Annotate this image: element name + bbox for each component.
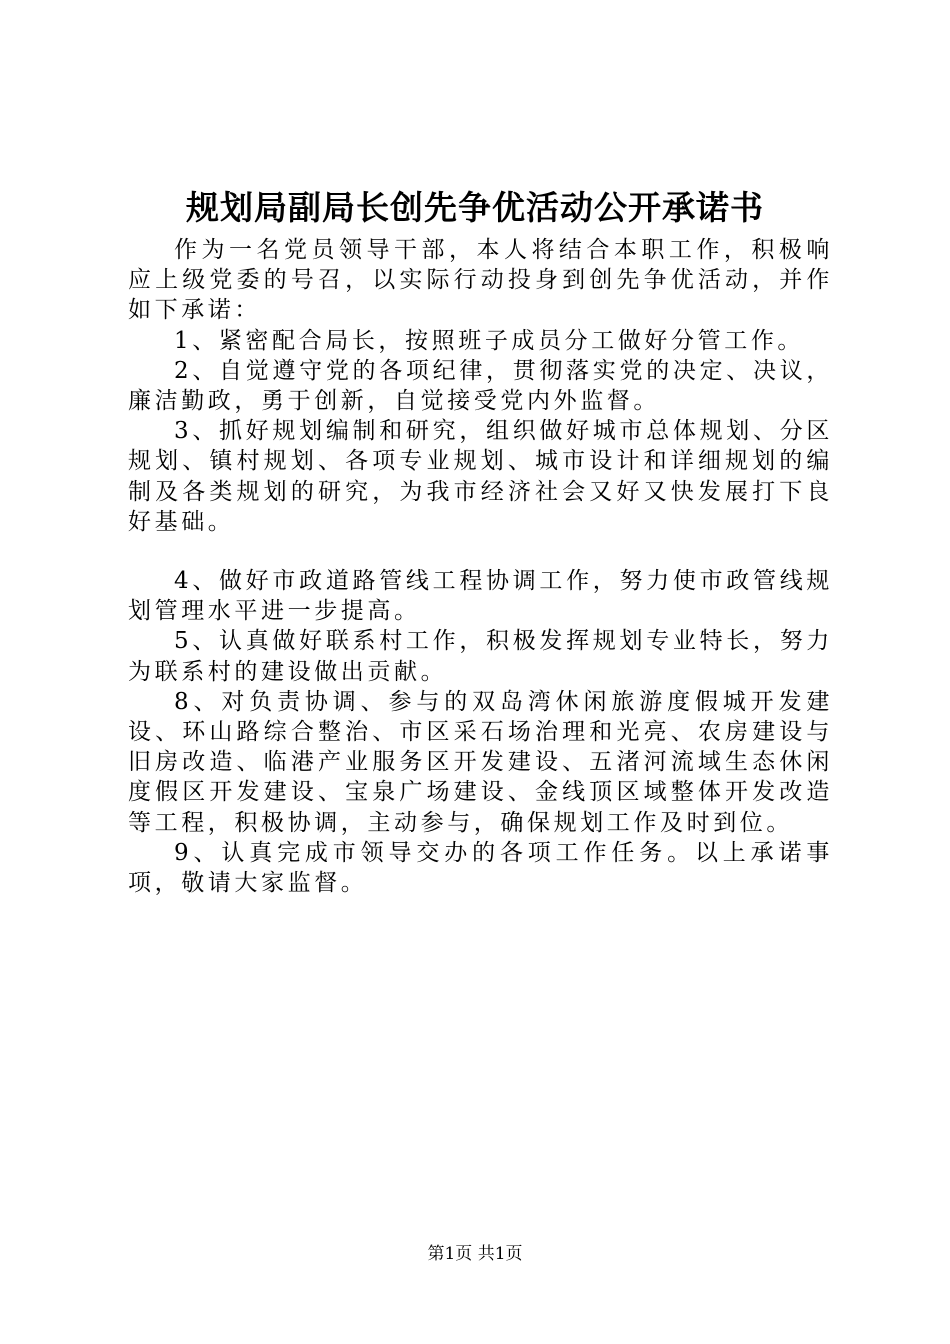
page-number-footer: 第1页 共1页 <box>427 1244 523 1264</box>
document-body <box>128 235 833 898</box>
commitment-item-3: 3、抓好规划编制和研究，组织做好城市总体规划、分区规划、镇村规划、各项专业规划、城市设计和详细规划的编制及各类规划的研究，为我市经济社会又好又快发展打下良好基础。 <box>128 418 833 535</box>
document-title: 规划局副局长创先争优活动公开承诺书 <box>186 188 764 227</box>
commitment-item-9: 9、认真完成市领导交办的各项工作任务。以上承诺事项，敬请大家监督。 <box>128 839 833 897</box>
commitment-item-5: 5、认真做好联系村工作，积极发挥规划专业特长，努力为联系村的建设做出贡献。 <box>128 628 833 685</box>
commitment-item-2: 2、自觉遵守党的各项纪律，贯彻落实党的决定、决议，廉洁勤政，勇于创新，自觉接受党内外监督。 <box>128 357 833 415</box>
commitment-item-1: 1、紧密配合局长，按照班子成员分工做好分管工作。 <box>174 327 805 354</box>
intro-paragraph: 作为一名党员领导干部，本人将结合本职工作，积极响应上级党委的号召，以实际行动投身到创先争优活动，并作如下承诺： <box>128 237 833 324</box>
commitment-item-8: 8、对负责协调、参与的双岛湾休闲旅游度假城开发建设、环山路综合整治、市区采石场治理和光亮、农房建设与旧房改造、临港产业服务区开发建设、五渚河流域生态休闲度假区开发建设、宝泉广场建设、金线顶区域整体开发改造等工程，积极协调，主动参与，确保规划工作及时到位。 <box>128 688 833 836</box>
commitment-item-4: 4、做好市政道路管线工程协调工作，努力使市政管线规划管理水平进一步提高。 <box>128 568 833 625</box>
